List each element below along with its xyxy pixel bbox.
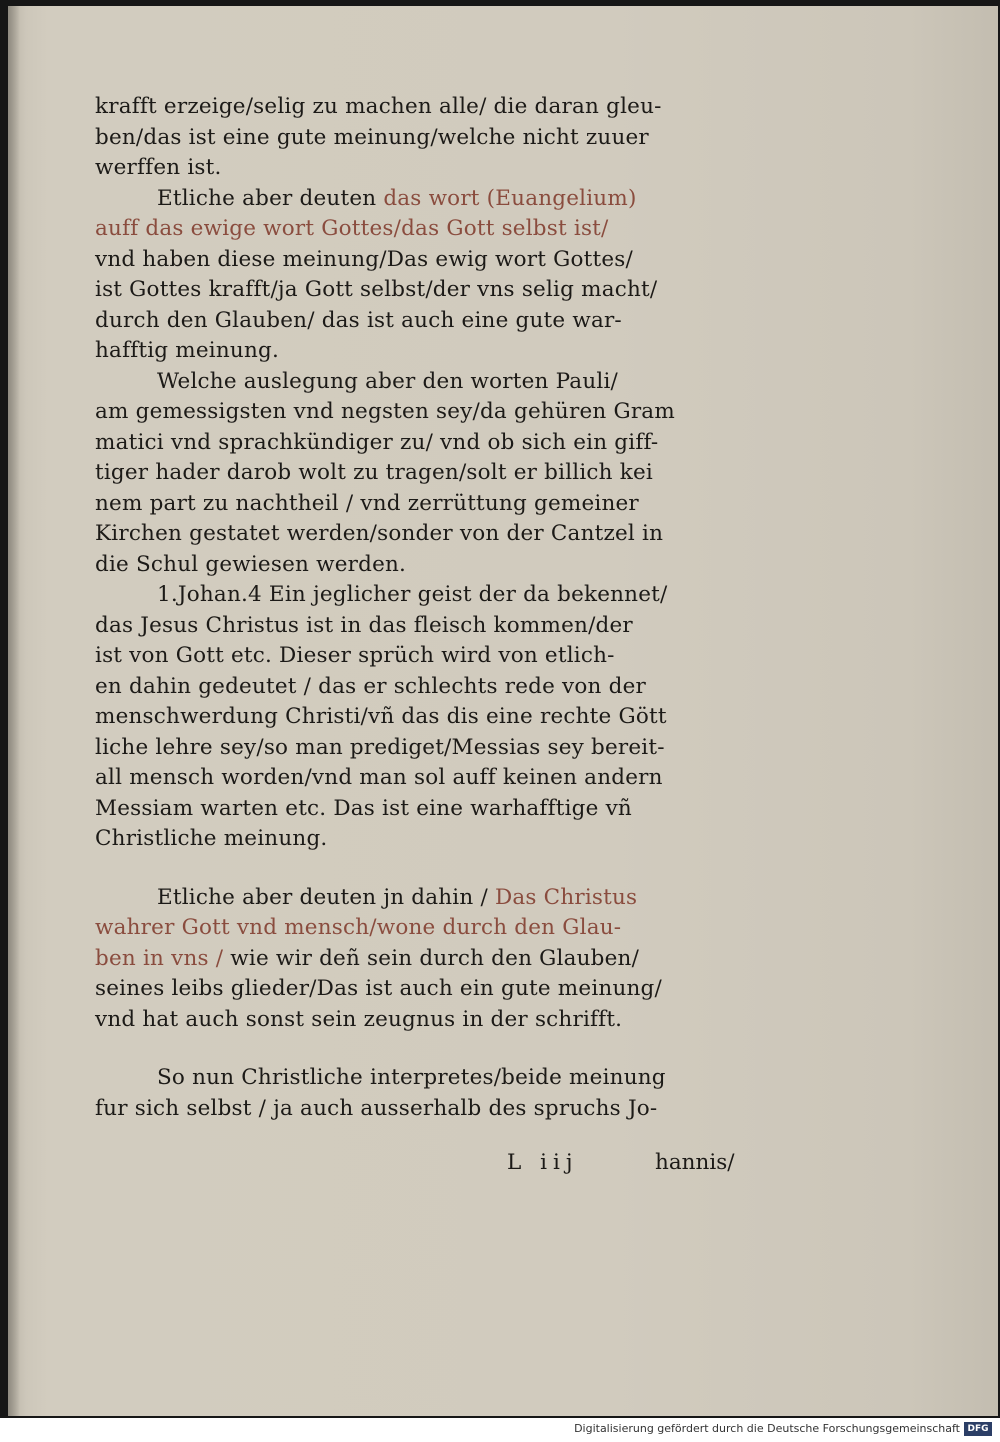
text-line: 1.Johan.4 Ein jeglicher geist der da bekennet/ [157, 582, 668, 607]
text-line: am gemessigsten vnd negsten sey/da gehüren Gram [95, 399, 675, 424]
text-line: Christliche meinung. [95, 826, 328, 851]
text-line: menschwerdung Christi/vñ das dis eine rechte Gött [95, 704, 667, 729]
rubric-line: auff das ewige wort Gottes/das Gott selbst ist/ [95, 216, 609, 241]
text-line: das Jesus Christus ist in das fleisch kommen/der [95, 612, 633, 638]
text-line: So nun Christliche interpretes/beide meinung [157, 1065, 666, 1090]
text-line: krafft erzeige/selig zu machen alle/ die daran gleu- [95, 94, 662, 119]
text-line: seines leibs glieder/Das ist auch ein gute meinung/ [95, 976, 662, 1001]
catchword: hannis/ [655, 1150, 735, 1175]
text-line: fur sich selbst / ja auch ausserhalb des spruchs Jo- [95, 1095, 658, 1121]
text-line: en dahin gedeutet / das er schlechts rede von der [95, 673, 646, 699]
footer-bar [0, 1418, 1000, 1442]
text-line: hafftig meinung. [95, 338, 280, 363]
page-signature-row [95, 1150, 795, 1182]
page-text [95, 92, 795, 1124]
text-line: die Schul gewiesen werden. [95, 551, 407, 577]
signature-mark: L iij [507, 1150, 579, 1175]
text-line: vnd haben diese meinung/Das ewig wort Gottes/ [95, 246, 633, 272]
paragraph-gap [95, 1035, 795, 1063]
text-line: matici vnd sprachkündiger zu/ vnd ob sich ein giff- [95, 429, 659, 455]
gutter-shadow [8, 6, 20, 1416]
text-line: ist Gottes krafft/ja Gott selbst/der vns selig macht/ [95, 277, 658, 302]
text-line [95, 944, 795, 975]
rubric-text: ben in vns / [95, 945, 231, 971]
text-line: tiger hader darob wolt zu tragen/solt er billich kei [95, 460, 653, 485]
text-line: liche lehre sey/so man prediget/Messias sey bereit- [95, 734, 665, 760]
text-line: vnd hat auch sonst sein zeugnus in der schrifft. [95, 1006, 623, 1032]
rubric-text: Das Christus [494, 884, 638, 910]
funding-credit: Digitalisierung gefördert durch die Deutsche Forschungsgemeinschaft [574, 1422, 960, 1435]
text-line: Welche auslegung aber den worten Pauli/ [157, 368, 618, 394]
text-line: Messiam warten etc. Das ist eine warhafftige vñ [95, 795, 632, 821]
text-line: Kirchen gestatet werden/sonder von der Cantzel in [95, 521, 664, 546]
text-line: ben/das ist eine gute meinung/welche nicht zuuer [95, 124, 649, 150]
text-line [95, 883, 795, 914]
text-segment: Etliche aber deuten jn dahin / [157, 884, 495, 910]
paragraph-gap [95, 855, 795, 883]
text-line: werffen ist. [95, 155, 222, 180]
text-segment: wie wir deñ sein durch den Glauben/ [230, 945, 640, 971]
text-line [95, 184, 795, 215]
text-line: nem part zu nachtheil / vnd zerrüttung gemeiner [95, 490, 639, 516]
text-segment: Etliche aber deuten [157, 185, 384, 211]
rubric-text: das wort (Euangelium) [383, 185, 637, 211]
text-line: all mensch worden/vnd man sol auff keinen andern [95, 765, 663, 790]
text-line: ist von Gott etc. Dieser sprüch wird von etlich- [95, 643, 615, 668]
dfg-logo: DFG [964, 1422, 992, 1436]
rubric-line: wahrer Gott vnd mensch/wone durch den Glau- [95, 915, 622, 940]
text-line: durch den Glauben/ das ist auch eine gute war- [95, 307, 622, 333]
